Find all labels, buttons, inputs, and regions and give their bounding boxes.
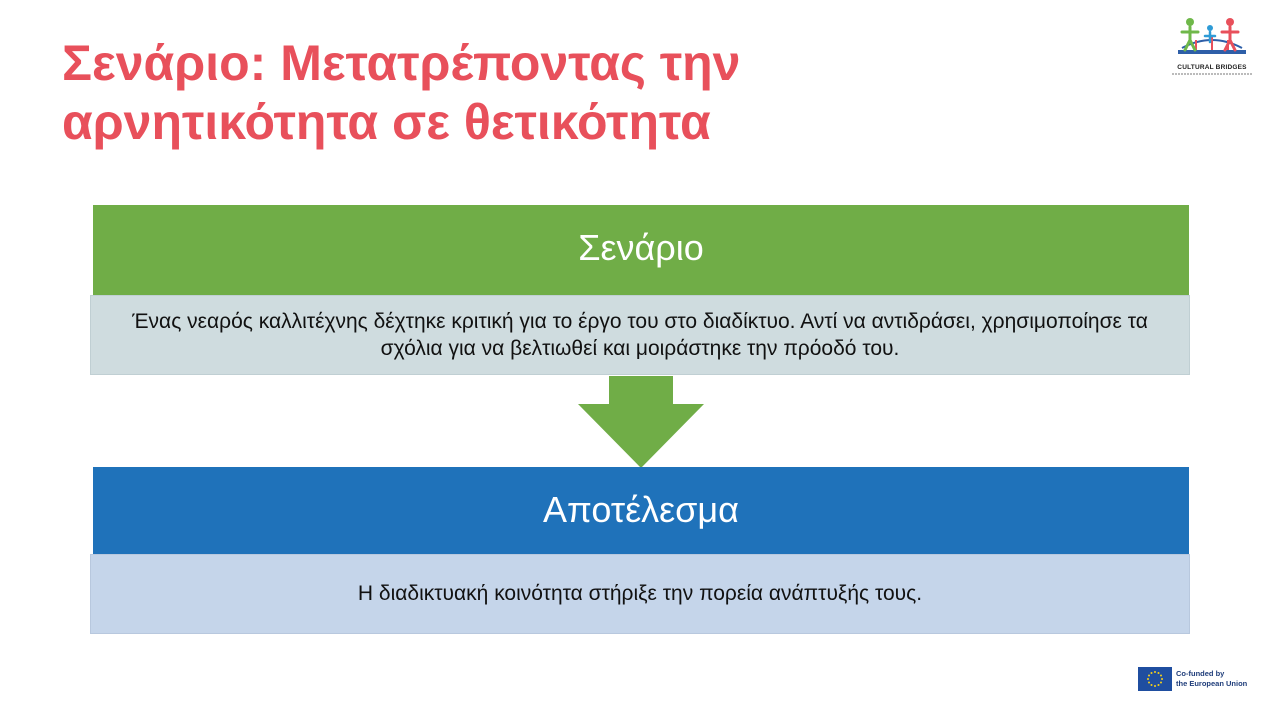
slide-title: Σενάριο: Μετατρέποντας την αρνητικότητα σε θετικότητα [62,35,741,150]
down-arrow-icon [578,376,704,468]
eu-stars-icon [1144,670,1166,688]
eu-flag-icon [1138,667,1172,691]
eu-line-2: the European Union [1176,679,1248,688]
result-header-label: Αποτέλεσμα [543,489,739,530]
logo-tagline-line [1172,73,1252,75]
eu-cofunded-label [1176,669,1266,689]
result-text: Η διαδικτυακή κοινότητα στήριξε την πορεία ανάπτυξής τους. [357,582,923,605]
eu-line-1: Co-funded by [1176,669,1225,678]
scenario-header [93,205,1189,295]
scenario-text-box [90,295,1190,375]
result-text-box [90,554,1190,634]
scenario-text: Ένας νεαρός καλλιτέχνης δέχτηκε κριτική για το έργο του στο διαδίκτυο. Αντί να αντιδράσει, χρησιμοποίησε τα σχόλια για να βελτιωθεί και μοιράστηκε την πρόοδό του. [132,310,1148,360]
result-header [93,467,1189,555]
scenario-header-label: Σενάριο [578,227,704,268]
logo-name: CULTURAL BRIDGES [1177,64,1247,71]
